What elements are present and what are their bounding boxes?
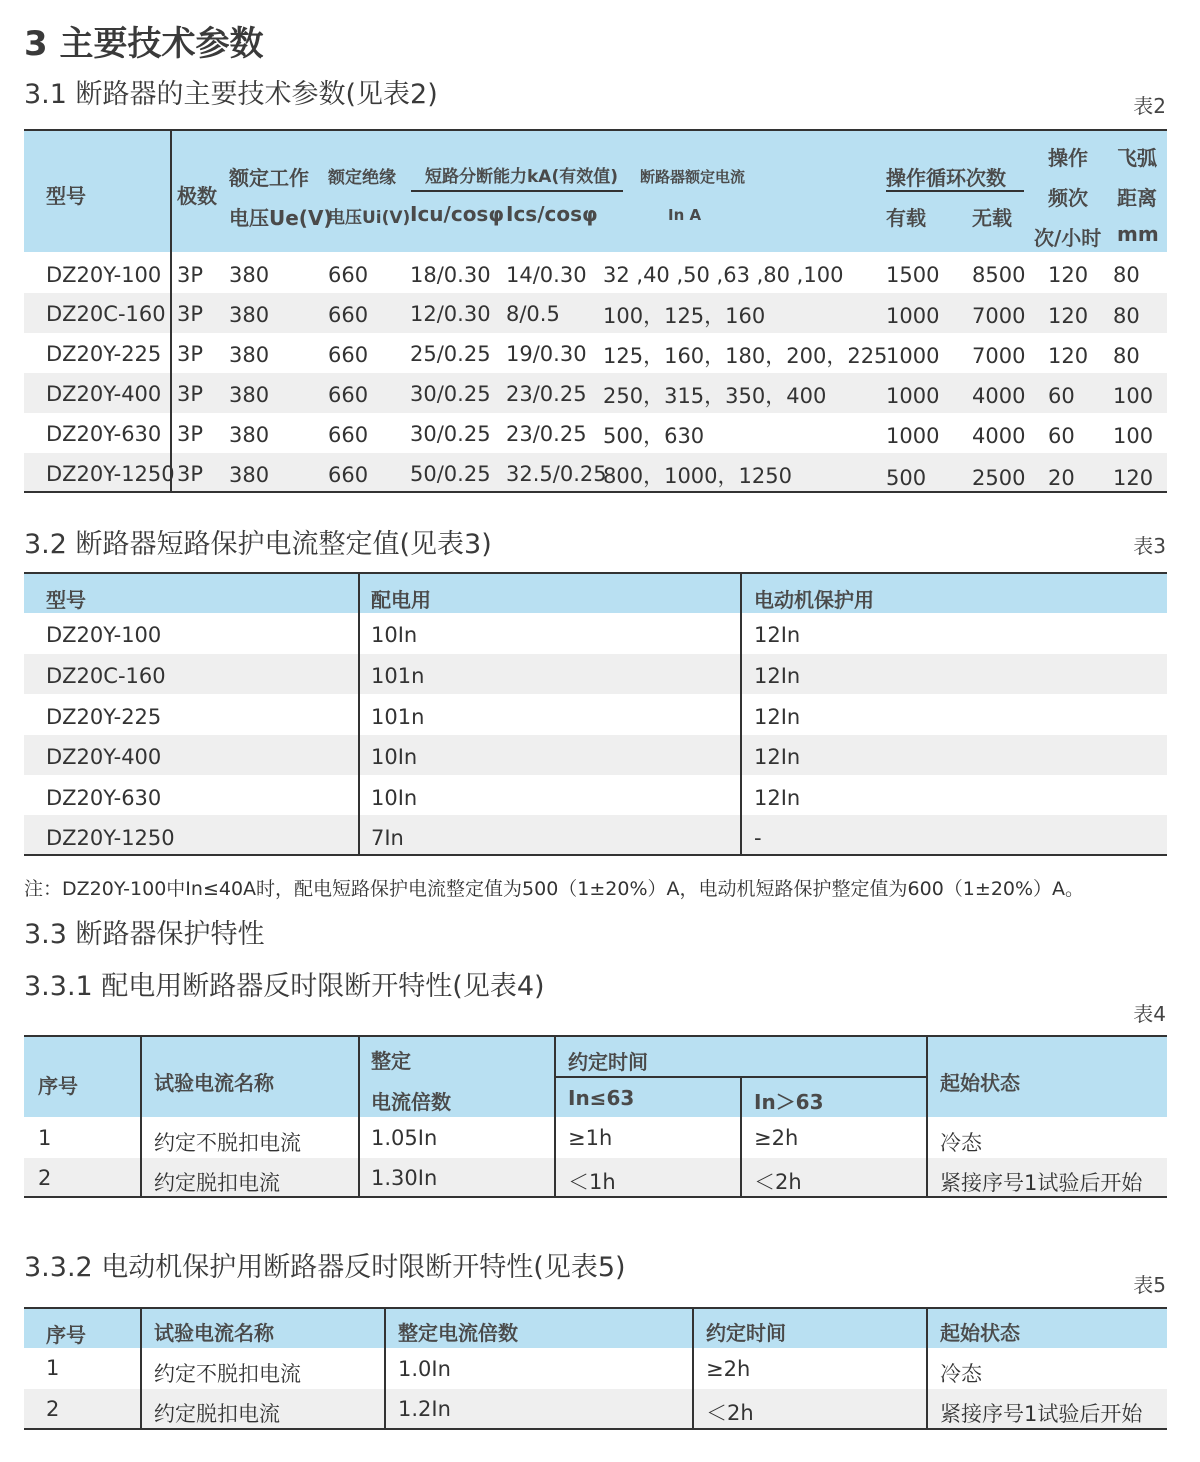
table-3-note: 注：DZ20Y-100中In≤40A时，配电短路保护电流整定值为500（1±20%）A，电动机短路保护整定值为600（1±20%）A。 [24, 878, 1085, 900]
t2-cell: 20 [1048, 466, 1075, 490]
t3-cell: 10In [371, 623, 418, 647]
t2-cell: 380 [229, 263, 270, 287]
table-5-label: 表5 [1133, 1273, 1166, 1297]
t2-cell: 800，1000，1250 [603, 464, 792, 488]
t2-cell: 500 [886, 466, 927, 490]
t4-cell: 1.30In [371, 1166, 438, 1190]
t4-cell: ＜2h [754, 1170, 802, 1194]
t2-header-load: 有载 [886, 206, 926, 230]
t3-cell: 101n [371, 705, 425, 729]
t2-cell: 8500 [972, 263, 1026, 287]
t2-header-noload: 无载 [972, 206, 1012, 230]
t2-cell: 3P [177, 382, 204, 406]
section-3-3-heading: 3.3 断路器保护特性 [24, 919, 265, 950]
t2-header-icu: Icu/cosφ [410, 202, 504, 226]
t2-cell: 80 [1113, 263, 1140, 287]
t2-cell: 3P [177, 342, 204, 366]
t2-header-ue-line2: 电压Ue(V) [229, 206, 333, 230]
t5-cell: 1.0In [398, 1357, 451, 1381]
t2-cell: DZ20Y-225 [46, 342, 162, 366]
t4-header-state: 起始状态 [940, 1071, 1020, 1095]
t5-header-seq: 序号 [46, 1323, 86, 1347]
t2-cell: 380 [229, 383, 270, 407]
t2-cell: 32 ,40 ,50 ,63 ,80 ,100 [603, 263, 844, 287]
t2-cell: 120 [1048, 263, 1089, 287]
t2-cell: 1000 [886, 344, 940, 368]
t3-cell: 12In [754, 664, 801, 688]
t2-cell: 380 [229, 423, 270, 447]
t2-cell: 3P [177, 422, 204, 446]
t5-header-time: 约定时间 [706, 1321, 786, 1345]
t2-cell: 120 [1113, 466, 1154, 490]
t5-cell: ≥2h [706, 1357, 751, 1381]
t3-cell: DZ20Y-225 [46, 705, 162, 729]
t2-header-cycles: 操作循环次数 [886, 166, 1006, 190]
t4-cell: 2 [38, 1166, 52, 1190]
t2-cell: 7000 [972, 304, 1026, 328]
t5-cell: 紧接序号1试验后开始 [940, 1402, 1143, 1426]
t5-header-state: 起始状态 [940, 1321, 1020, 1345]
t2-cell: DZ20Y-400 [46, 382, 162, 406]
t2-header-arc-line2: 距离 [1117, 186, 1157, 210]
t2-cell: 120 [1048, 304, 1089, 328]
t3-cell: - [754, 826, 762, 850]
t2-cell: 500，630 [603, 424, 705, 448]
t2-cell: 4000 [972, 384, 1026, 408]
t2-cell: 660 [328, 463, 369, 487]
t2-cell: 50/0.25 [410, 462, 491, 486]
t2-cell: 18/0.30 [410, 263, 491, 287]
page-title: 3 主要技术参数 [24, 24, 264, 64]
table-2-label: 表2 [1133, 94, 1166, 118]
t2-cell: 660 [328, 423, 369, 447]
t2-cell: 1500 [886, 263, 940, 287]
t2-cell: 100 [1113, 424, 1154, 448]
t2-header-poles: 极数 [177, 184, 217, 208]
t2-cell: DZ20Y-1250 [46, 462, 175, 486]
t3-cell: 12In [754, 705, 801, 729]
section-3-3-1-heading: 3.3.1 配电用断路器反时限断开特性(见表4) [24, 971, 545, 1002]
t2-cell: 7000 [972, 344, 1026, 368]
section-3-3-2-heading: 3.3.2 电动机保护用断路器反时限断开特性(见表5) [24, 1252, 626, 1283]
t2-header-op-line1: 操作 [1048, 146, 1088, 170]
t4-cell: 冷态 [940, 1131, 982, 1155]
t3-cell: DZ20Y-1250 [46, 826, 175, 850]
t2-cell: 30/0.25 [410, 422, 491, 446]
t2-cell: 120 [1048, 344, 1089, 368]
t2-cell: 1000 [886, 384, 940, 408]
t5-cell: 约定脱扣电流 [154, 1402, 280, 1426]
table-4-label: 表4 [1133, 1002, 1166, 1026]
t2-cell: 30/0.25 [410, 382, 491, 406]
t2-cell: 380 [229, 303, 270, 327]
t2-cell: 3P [177, 302, 204, 326]
t2-cell: 23/0.25 [506, 422, 587, 446]
t3-cell: 10In [371, 786, 418, 810]
t4-header-multiple-line1: 整定 [371, 1049, 411, 1073]
t2-cell: DZ20Y-100 [46, 263, 162, 287]
t2-cell: 1000 [886, 424, 940, 448]
t2-cell: DZ20C-160 [46, 302, 166, 326]
t5-header-multiple: 整定电流倍数 [398, 1321, 518, 1345]
t2-cell: 660 [328, 383, 369, 407]
t3-cell: DZ20Y-100 [46, 623, 162, 647]
t2-header-ics: Ics/cosφ [506, 202, 598, 226]
t2-header-rated-current-line1: 断路器额定电流 [640, 168, 746, 186]
t5-cell: 冷态 [940, 1362, 982, 1386]
t5-header-name: 试验电流名称 [154, 1321, 274, 1345]
t5-cell: 1 [46, 1356, 60, 1380]
t2-cell: 3P [177, 263, 204, 287]
t2-header-ui-line1: 额定绝缘 [328, 168, 396, 188]
t5-cell: 2 [46, 1397, 60, 1421]
t2-header-ue-line1: 额定工作 [229, 166, 309, 190]
t4-header-multiple-line2: 电流倍数 [371, 1090, 451, 1114]
t3-header-motor-protection: 电动机保护用 [754, 588, 874, 612]
t2-cell: 1000 [886, 304, 940, 328]
section-3-1-heading: 3.1 断路器的主要技术参数(见表2) [24, 79, 438, 110]
t4-header-name: 试验电流名称 [154, 1071, 274, 1095]
t2-cell: 8/0.5 [506, 302, 560, 326]
t3-header-model: 型号 [46, 588, 86, 612]
t2-cell: 100，125，160 [603, 304, 766, 328]
t2-cell: 250，315，350，400 [603, 384, 827, 408]
t3-cell: 12In [754, 623, 801, 647]
t2-cell: 60 [1048, 424, 1075, 448]
t4-cell: 1 [38, 1126, 52, 1150]
t2-cell: 380 [229, 343, 270, 367]
t4-cell: 紧接序号1试验后开始 [940, 1171, 1143, 1195]
t5-cell: 约定不脱扣电流 [154, 1362, 301, 1386]
t2-cell: 14/0.30 [506, 263, 587, 287]
t4-cell: ≥1h [568, 1126, 613, 1150]
section-3-2-heading: 3.2 断路器短路保护电流整定值(见表3) [24, 529, 492, 560]
t4-cell: 约定不脱扣电流 [154, 1131, 301, 1155]
t2-cell: 380 [229, 463, 270, 487]
t2-cell: 80 [1113, 344, 1140, 368]
t3-cell: 7In [371, 826, 404, 850]
t2-cell: 3P [177, 462, 204, 486]
t2-cell: 660 [328, 303, 369, 327]
t2-cell: 19/0.30 [506, 342, 587, 366]
t2-header-arc-line1: 飞弧 [1117, 146, 1157, 170]
t2-header-op-line3: 次/小时 [1034, 226, 1102, 250]
t5-cell: ＜2h [706, 1401, 754, 1425]
t3-cell: DZ20C-160 [46, 664, 166, 688]
t2-header-model: 型号 [46, 184, 86, 208]
t4-cell: ≥2h [754, 1126, 799, 1150]
t2-header-ui-line2: 电压Ui(V) [328, 208, 411, 228]
t2-header-short-circuit: 短路分断能力kA(有效值) [425, 167, 619, 187]
t2-cell: 125，160，180，200，225 [603, 344, 888, 368]
t2-header-rated-current-line2: In A [668, 206, 702, 224]
t2-cell: 660 [328, 343, 369, 367]
t2-cell: 2500 [972, 466, 1026, 490]
t2-cell: 660 [328, 263, 369, 287]
t2-cell: 80 [1113, 304, 1140, 328]
t2-cell: 25/0.25 [410, 342, 491, 366]
t2-cell: 12/0.30 [410, 302, 491, 326]
t2-cell: 32.5/0.25 [506, 462, 607, 486]
t3-cell: 101n [371, 664, 425, 688]
t3-cell: 10In [371, 745, 418, 769]
t3-cell: DZ20Y-630 [46, 786, 162, 810]
t2-cell: 4000 [972, 424, 1026, 448]
t3-header-distribution: 配电用 [371, 588, 431, 612]
t4-header-seq: 序号 [38, 1074, 78, 1098]
t5-cell: 1.2In [398, 1397, 451, 1421]
t2-cell: DZ20Y-630 [46, 422, 162, 446]
t4-cell: 1.05In [371, 1126, 438, 1150]
t2-cell: 100 [1113, 384, 1154, 408]
t4-header-time: 约定时间 [568, 1050, 648, 1074]
table-3-label: 表3 [1133, 534, 1166, 558]
t4-header-in-gt-63: In＞63 [754, 1090, 824, 1114]
t3-cell: DZ20Y-400 [46, 745, 162, 769]
t3-cell: 12In [754, 786, 801, 810]
t2-header-op-line2: 频次 [1048, 186, 1088, 210]
t2-header-arc-line3: mm [1117, 222, 1159, 246]
t4-cell: 约定脱扣电流 [154, 1171, 280, 1195]
t2-cell: 23/0.25 [506, 382, 587, 406]
t4-cell: ＜1h [568, 1170, 616, 1194]
t3-cell: 12In [754, 745, 801, 769]
t2-cell: 60 [1048, 384, 1075, 408]
t4-header-in-le-63: In≤63 [568, 1086, 635, 1110]
